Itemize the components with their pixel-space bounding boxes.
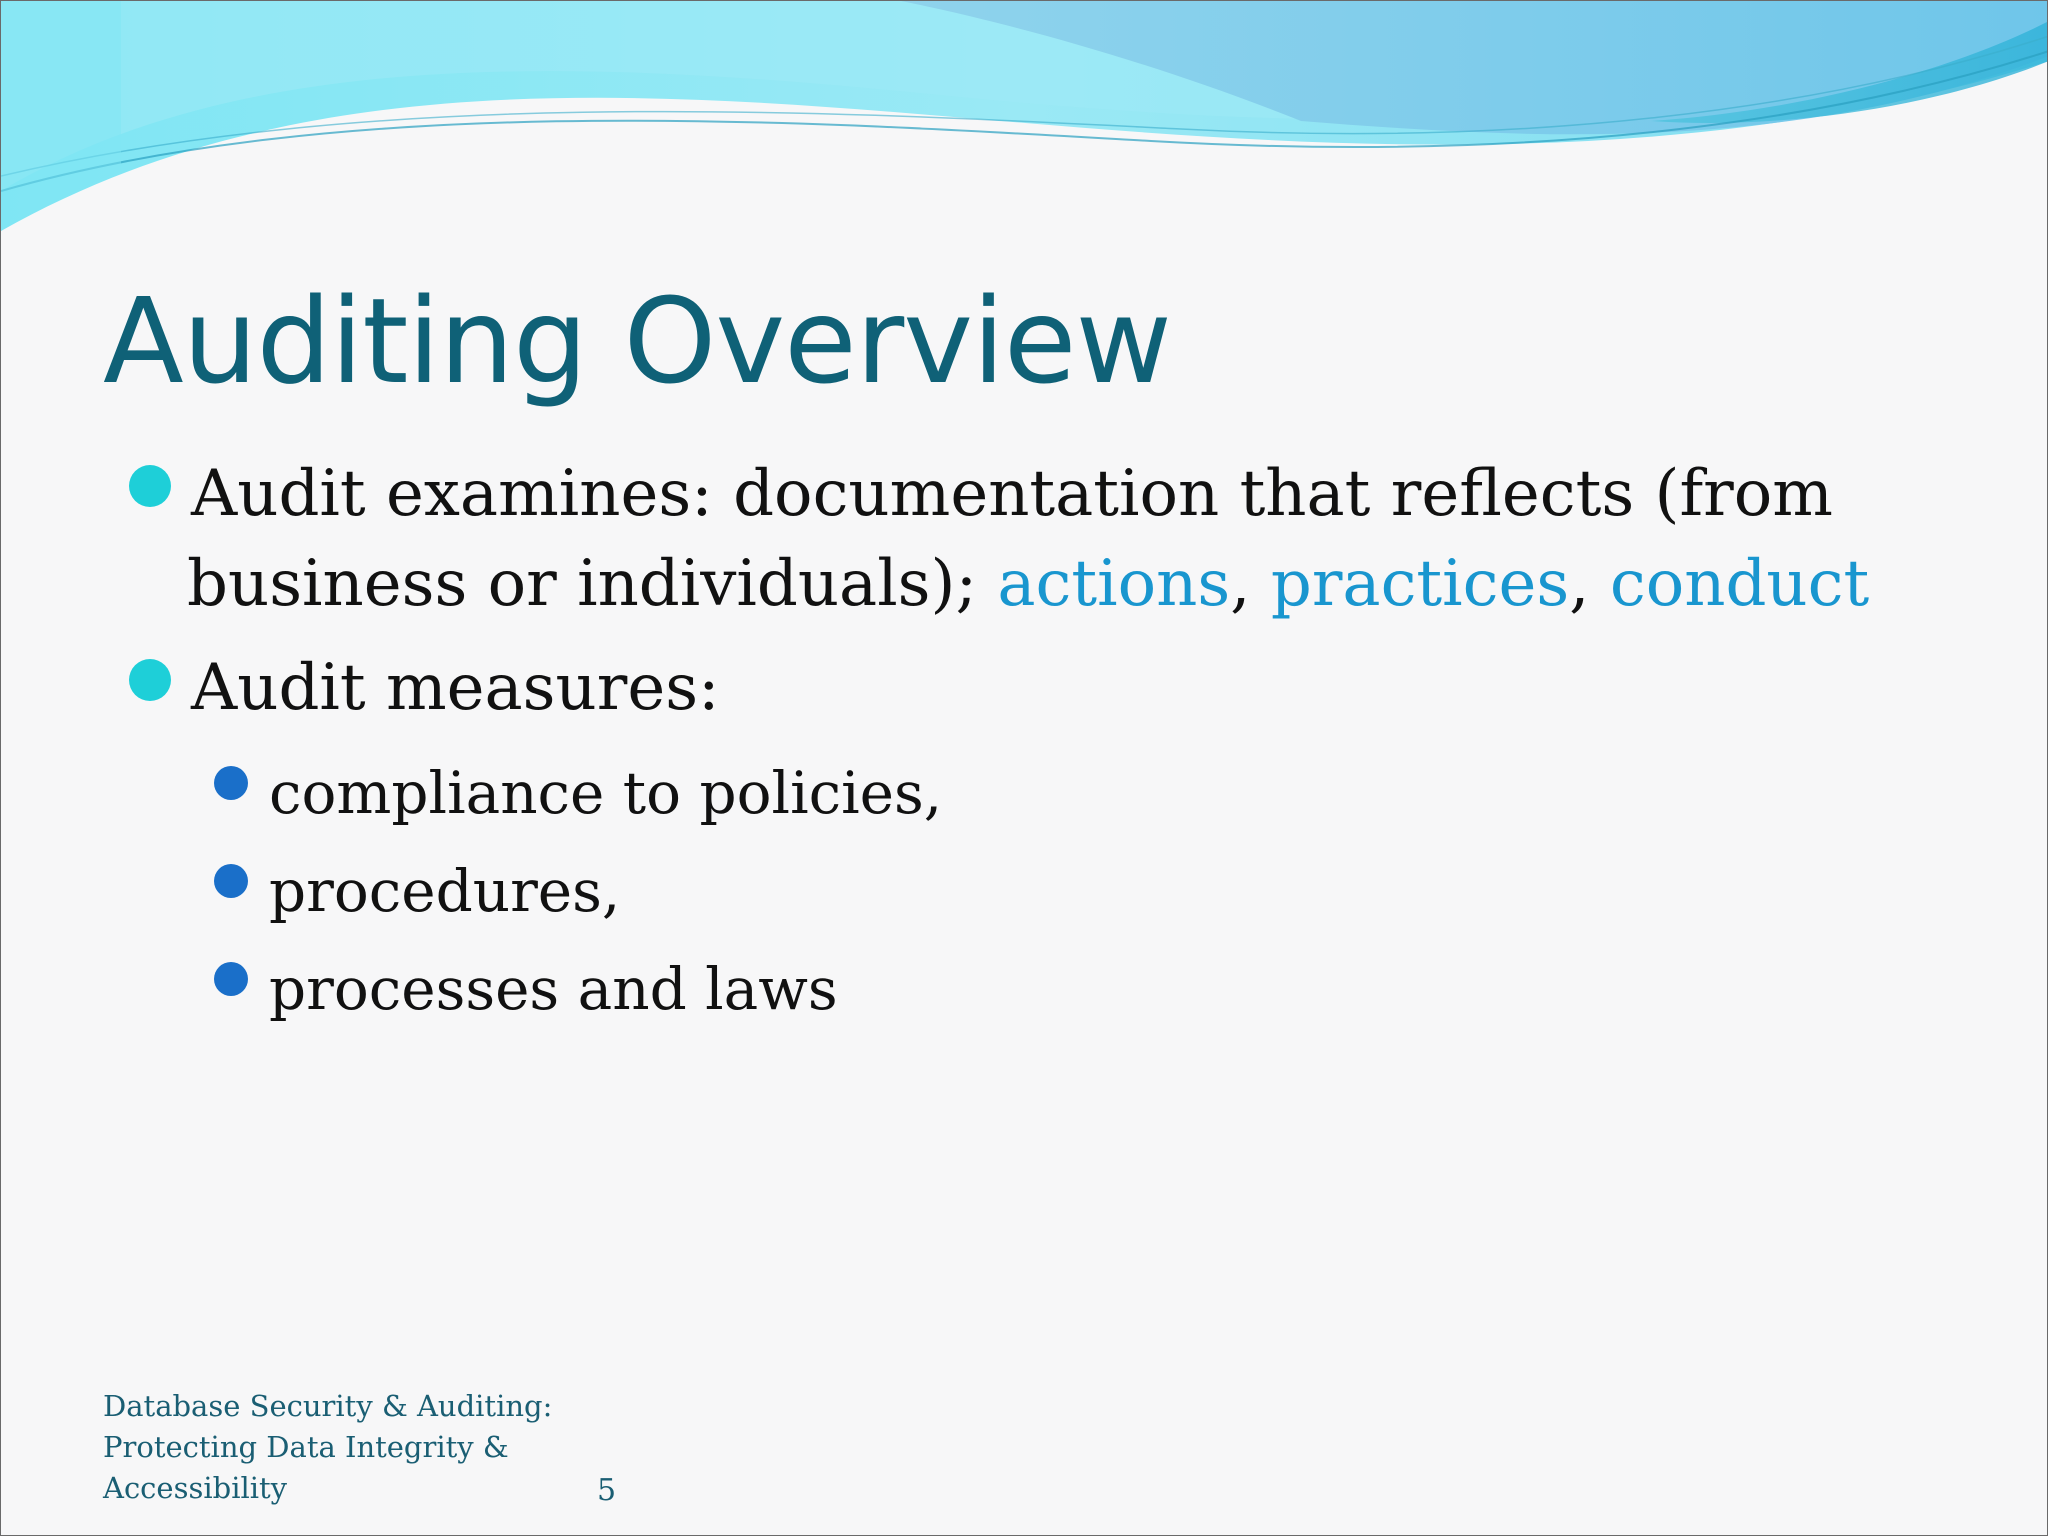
highlight-conduct: conduct <box>1609 547 1870 621</box>
bullet-dot-level2 <box>214 864 248 898</box>
bullet-2-text: Audit measures: <box>191 651 720 725</box>
header-wave-decoration <box>1 1 2048 241</box>
subitem-processes: processes and laws <box>269 955 838 1023</box>
page-number: 5 <box>597 1473 617 1508</box>
highlight-actions: actions <box>997 547 1231 621</box>
separator: , <box>1230 547 1271 621</box>
slide-title: Auditing Overview <box>103 272 1171 410</box>
bullet-1-line-1: Audit examines: documentation that reflects (from <box>191 457 1833 531</box>
bullet-dot-level2 <box>214 766 248 800</box>
bullet-dot-level1 <box>129 659 171 701</box>
bullet-1-prefix: business or individuals); <box>187 547 998 621</box>
bullet-1-line-2 <box>187 539 1869 629</box>
bullet-dot-level2 <box>214 962 248 996</box>
subitem-procedures: procedures, <box>269 857 621 925</box>
bullet-dot-level1 <box>129 465 171 507</box>
highlight-practices: practices <box>1270 547 1570 621</box>
separator: , <box>1569 547 1610 621</box>
footer-text: Database Security & Auditing: Protecting Data Integrity & Accessibility <box>103 1389 553 1505</box>
subitem-compliance: compliance to policies, <box>269 759 943 827</box>
